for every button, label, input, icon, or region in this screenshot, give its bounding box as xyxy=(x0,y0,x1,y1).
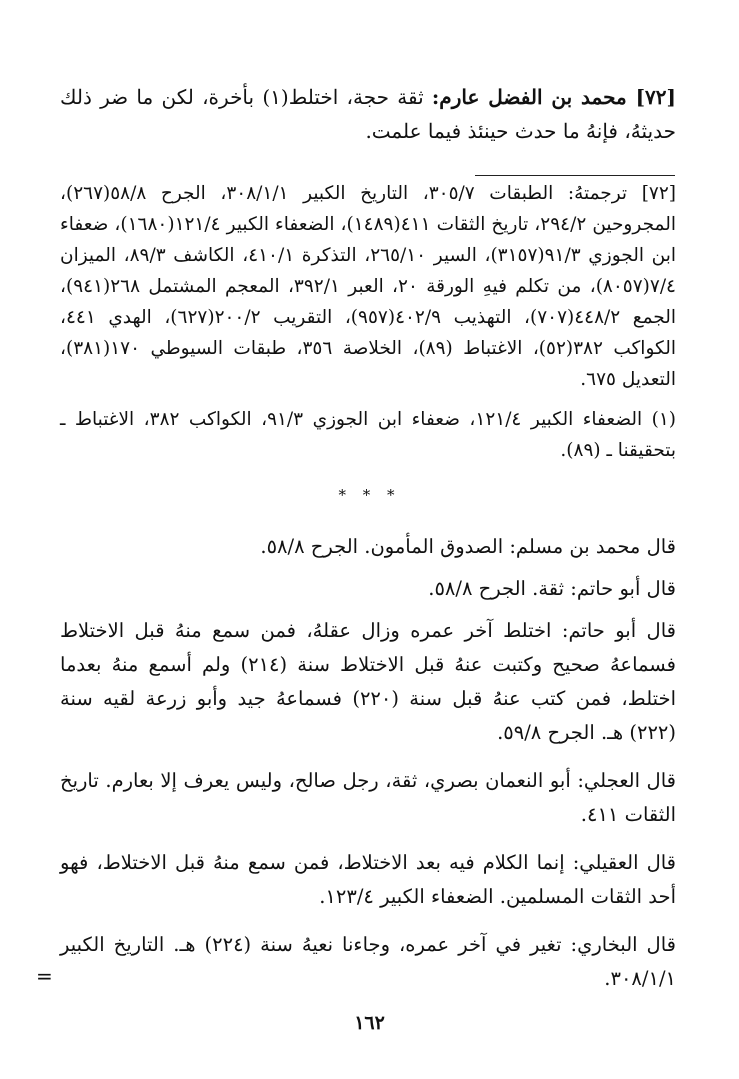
quotes-section xyxy=(60,530,676,1010)
footnote-divider xyxy=(475,175,675,176)
quote-item: قال العقيلي: إنما الكلام فيه بعد الاختلاط، فمن سمع منهُ قبل الاختلاط، فهو أحد الثقات المسلمين. الضعفاء الكبير ١٢٣/٤. xyxy=(60,851,676,908)
main-entry xyxy=(60,80,676,148)
quote-item: قال البخاري: تغير في آخر عمره، وجاءنا نعيهُ سنة (٢٢٤) هـ. التاريخ الكبير ٣٠٨/١/١. xyxy=(60,933,676,990)
entry-lead: [٧٢] محمد بن الفضل عارم: xyxy=(431,85,676,109)
margin-mark: = xyxy=(36,964,53,988)
quote-item: قال محمد بن مسلم: الصدوق المأمون. الجرح ٥٨/٨. xyxy=(260,535,676,558)
section-separator: * * * xyxy=(338,486,401,504)
footnote-1: (١) الضعفاء الكبير ١٢١/٤، ضعفاء ابن الجوزي ٩١/٣، الكواكب ٣٨٢، الاغتباط ـ بتحقيقنا ـ (٨٩). xyxy=(60,409,676,461)
quote-item: قال العجلي: أبو النعمان بصري، ثقة، رجل صالح، وليس يعرف إلا بعارم. تاريخ الثقات ٤١١. xyxy=(60,769,676,826)
footnotes-section xyxy=(60,178,676,466)
quote-item: قال أبو حاتم: اختلط آخر عمره وزال عقلهُ، فمن سمع منهُ قبل الاختلاط فسماعهُ صحيح وكتبت عنهُ قبل الاختلاط سنة (٢١٤) ولم أسمع منهُ بعدما اختلط، فمن كتب عنهُ قبل سنة (٢٢٠) فسماعهُ جيد وأبو زرعة لقيه سنة (٢٢٢) هـ. الجرح ٥٩/٨. xyxy=(60,619,677,744)
quote-item: قال أبو حاتم: ثقة. الجرح ٥٨/٨. xyxy=(428,577,676,600)
biography-note: [٧٢] ترجمتهُ: الطبقات ٣٠٥/٧، التاريخ الكبير ٣٠٨/١/١، الجرح ٥٨/٨(٢٦٧)، المجروحين ٢٩٤/٢، تاريخ الثقات ٤١١(١٤٨٩)، الضعفاء الكبير ١٢١/٤(١٦٨٠)، ضعفاء ابن الجوزي ٩١/٣(٣١٥٧)، السير ٢٦٥/١٠، التذكرة ٤١٠/١، الكاشف ٨٩/٣، الميزان ٧/٤(٨٠٥٧)، من تكلم فيهِ الورقة ٢٠، العبر ٣٩٢/١، المعجم المشتمل ٢٦٨(٩٤١)، الجمع ٤٤٨/٢(٧٠٧)، التهذيب ٤٠٢/٩(٩٥٧)، التقريب ٢٠٠/٢(٦٢٧)، الهدي ٤٤١، الكواكب ٣٨٢(٥٢)، الاغتباط (٨٩)، الخلاصة ٣٥٦، طبقات السيوطي ١٧٠(٣٨١)، التعديل ٦٧٥. xyxy=(60,183,677,390)
page-number: ١٦٢ xyxy=(354,1012,385,1034)
entry-text: ثقة حجة، اختلط(١) بأخرة، لكن ما ضر ذلك حديثهُ، فإنهُ ما حدث حينئذ فيما علمت. xyxy=(60,85,676,143)
